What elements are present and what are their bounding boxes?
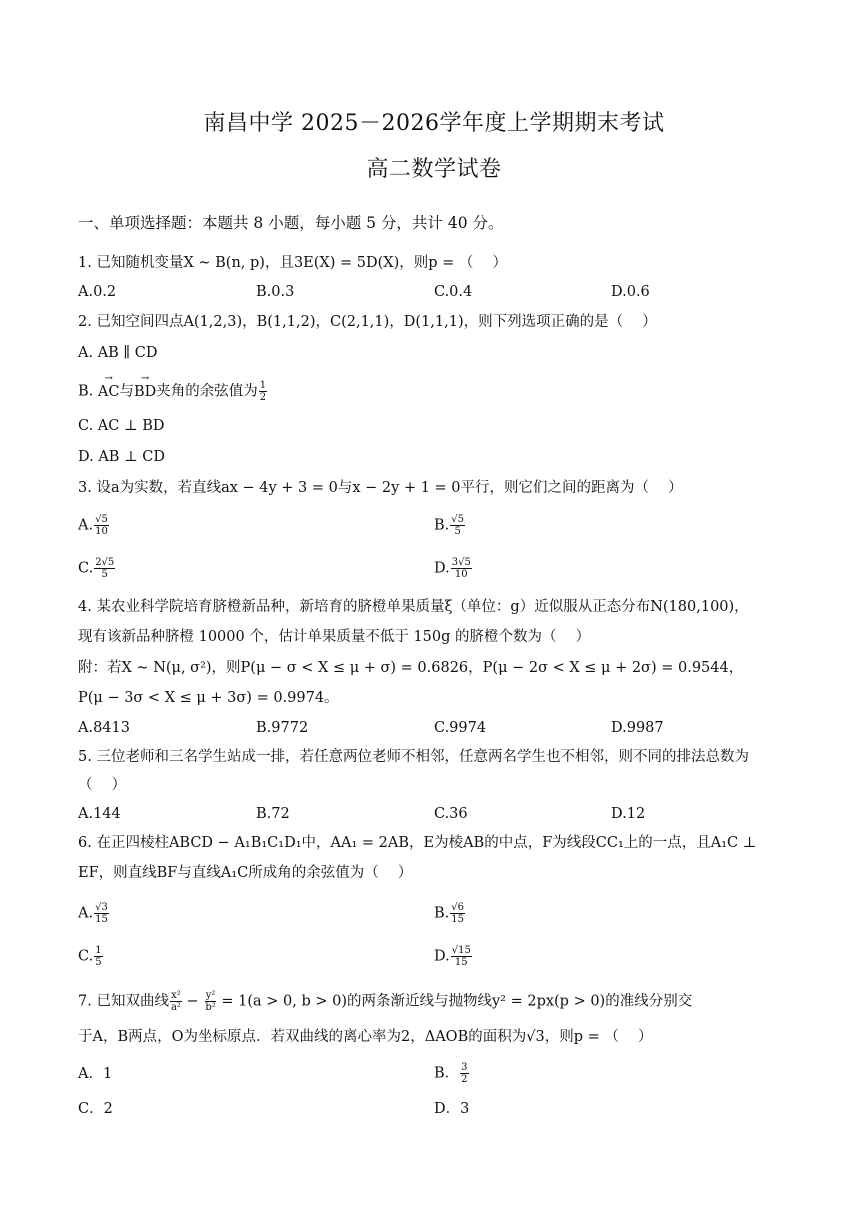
fraction: $\frac{√5}{10}$ (95, 514, 108, 537)
question-6-stem-line-1: 6. 在正四棱柱ABCD − A₁B₁C₁D₁中，AA₁ = 2AB，E为棱AB的中点，F为线段CC₁上的一点，且A₁C ⊥ (78, 835, 757, 851)
fraction: $\frac{2√5}{5}$ (95, 557, 115, 580)
question-3-option-b: B. $\frac{√5}{5}$ (434, 514, 464, 537)
question-3-option-a: A. $\frac{√5}{10}$ (78, 514, 108, 537)
question-2-option-a: A. AB ∥ CD (78, 345, 158, 361)
question-1-option-a: A.0.2 (78, 284, 117, 300)
question-4-option-d: D.9987 (611, 720, 664, 736)
question-4-option-a: A.8413 (78, 720, 130, 736)
question-7-stem-line-1: 7. 已知双曲线 $\frac{\text{x²}}{\text{a²}}$ − $\frac{\text{y²}}{\text{b²}}$ = 1(a > 0, b > 0)的两条渐近线与抛物线y² = 2px(p > 0)的准线分别交 (78, 990, 693, 1013)
question-6-option-c: C. $\frac{1}{5}$ (78, 945, 102, 968)
question-6-option-d: D. $\frac{√15}{15}$ (434, 945, 471, 968)
fraction: $\frac{3√5}{10}$ (451, 557, 471, 580)
question-6-option-b: B. $\frac{√6}{15}$ (434, 902, 464, 925)
exam-title: 南昌中学 2025－2026学年度上学期期末考试 (203, 111, 665, 136)
question-3-option-c: C. $\frac{2√5}{5}$ (78, 557, 115, 580)
section-heading: 一、单项选择题：本题共 8 小题，每小题 5 分，共计 40 分。 (78, 214, 504, 232)
fraction: $\frac{√15}{15}$ (451, 945, 471, 968)
question-3-stem: 3. 设a为实数，若直线ax − 4y + 3 = 0与x − 2y + 1 = 0平行，则它们之间的距离为（ ） (78, 480, 683, 496)
question-1-option-c: C.0.4 (434, 284, 473, 300)
exam-subtitle: 高二数学试卷 (366, 157, 502, 182)
vector-bd: → BD (134, 382, 156, 402)
option-b-mid: 与 (119, 383, 134, 400)
question-5-option-a: A.144 (78, 806, 121, 822)
question-7-stem-line-2: 于A，B两点，O为坐标原点．若双曲线的离心率为2，ΔAOB的面积为√3，则p = （ ） (78, 1029, 653, 1045)
question-6-stem-line-2: EF，则直线BF与直线A₁C所成角的余弦值为（ ） (78, 865, 413, 881)
question-4-note-line-1: 附：若X ~ N(μ, σ²)，则P(μ − σ < X ≤ μ + σ) = 0.6826，P(μ − 2σ < X ≤ μ + 2σ) = 0.9544， (78, 660, 744, 676)
fraction: $\frac{√6}{15}$ (451, 902, 464, 925)
question-4-stem-line-1: 4. 某农业科学院培育脐橙新品种，新培育的脐橙单果质量ξ（单位：g）近似服从正态分布N(180,100)， (78, 599, 749, 615)
option-b-suffix: 夹角的余弦值为 (156, 383, 258, 400)
fraction: $\frac{1}{2}$ (259, 380, 267, 403)
question-4-option-b: B.9772 (256, 720, 309, 736)
question-5-stem-line-2: （ ） (78, 777, 127, 793)
question-1-stem: 1. 已知随机变量X ~ B(n, p)，且3E(X) = 5D(X)，则p = （ ） (78, 255, 508, 271)
fraction: $\frac{\text{y²}}{\text{b²}}$ (205, 990, 216, 1013)
question-7-option-b: B． $\frac{3}{2}$ (434, 1062, 468, 1085)
question-3-option-d: D. $\frac{3√5}{10}$ (434, 557, 471, 580)
question-5-option-b: B.72 (256, 806, 290, 822)
fraction: $\frac{3}{2}$ (461, 1062, 468, 1085)
fraction: $\frac{1}{5}$ (95, 945, 102, 968)
question-5-option-c: C.36 (434, 806, 468, 822)
question-2-option-b (78, 380, 267, 403)
question-2-stem: 2. 已知空间四点A(1,2,3)，B(1,1,2)，C(2,1,1)，D(1,1,1)，则下列选项正确的是（ ） (78, 314, 657, 330)
question-6-option-a: A. $\frac{√3}{15}$ (78, 902, 108, 925)
question-7-option-c: C．2 (78, 1101, 113, 1117)
question-7-option-d: D．3 (434, 1101, 470, 1117)
fraction: $\frac{√3}{15}$ (95, 902, 108, 925)
option-b-prefix: B. (78, 383, 98, 400)
vector-ac: → AC (98, 382, 120, 402)
question-5-option-d: D.12 (611, 806, 646, 822)
question-5-stem-line-1: 5. 三位老师和三名学生站成一排，若任意两位老师不相邻，任意两名学生也不相邻，则不同的排法总数为 (78, 749, 749, 765)
question-4-note-line-2: P(μ − 3σ < X ≤ μ + 3σ) = 0.9974。 (78, 690, 339, 706)
question-2-option-d: D. AB ⊥ CD (78, 449, 166, 465)
fraction: $\frac{\text{x²}}{\text{a²}}$ (170, 990, 181, 1013)
question-1-option-d: D.0.6 (611, 284, 650, 300)
fraction: $\frac{√5}{5}$ (451, 514, 464, 537)
question-2-option-c: C. AC ⊥ BD (78, 418, 165, 434)
question-4-stem-line-2: 现有该新品种脐橙 10000 个，估计单果质量不低于 150g 的脐橙个数为（ ） (78, 629, 591, 645)
question-4-option-c: C.9974 (434, 720, 487, 736)
question-7-option-a: A．1 (78, 1066, 113, 1082)
question-1-option-b: B.0.3 (256, 284, 295, 300)
